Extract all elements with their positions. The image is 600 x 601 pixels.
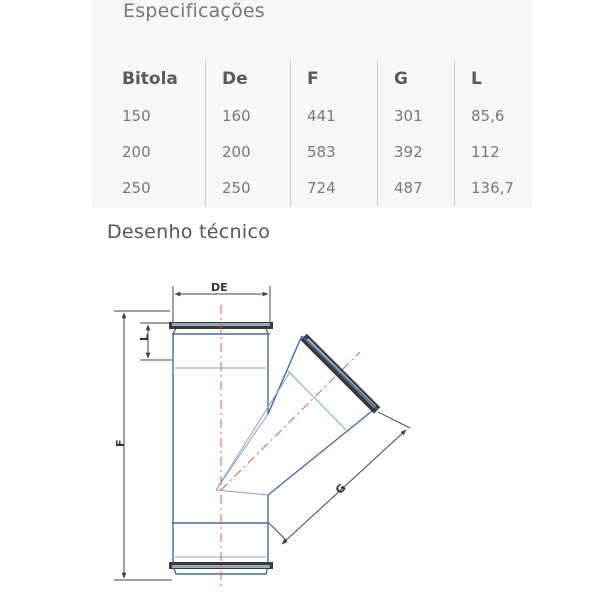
table-cell: 250 bbox=[122, 179, 151, 197]
column-header-f: F bbox=[291, 60, 378, 98]
table-cell: 150 bbox=[122, 107, 151, 125]
table-cell: 112 bbox=[455, 134, 542, 170]
table-cell: 583 bbox=[291, 134, 378, 170]
dimension-label-l: L bbox=[138, 333, 151, 341]
table-cell: 85,6 bbox=[455, 98, 542, 134]
table-cell: 136,7 bbox=[455, 170, 542, 206]
drawing-title: Desenho técnico bbox=[107, 221, 271, 243]
table-cell: 301 bbox=[378, 98, 455, 134]
table-cell: 160 bbox=[206, 98, 291, 134]
dimension-label-de: DE bbox=[211, 281, 228, 294]
column-header-g: G bbox=[378, 60, 455, 98]
column-header-de: De bbox=[206, 60, 291, 98]
column-header-l: L bbox=[455, 60, 542, 98]
table-cell: 487 bbox=[378, 170, 455, 206]
table-cell: 441 bbox=[291, 98, 378, 134]
table-cell: 250 bbox=[206, 170, 291, 206]
column-header-bitola: Bitola bbox=[122, 69, 178, 89]
table-cell: 200 bbox=[206, 134, 291, 170]
specifications-title: Especificações bbox=[123, 0, 265, 22]
dimension-label-g: G bbox=[332, 481, 349, 497]
centerlines bbox=[221, 305, 360, 590]
table-cell: 392 bbox=[378, 134, 455, 170]
dimension-g bbox=[270, 412, 410, 544]
dimension-label-f: F bbox=[114, 439, 127, 447]
table-cell: 724 bbox=[291, 170, 378, 206]
table-cell: 200 bbox=[122, 143, 151, 161]
gasket-bands bbox=[169, 322, 380, 569]
